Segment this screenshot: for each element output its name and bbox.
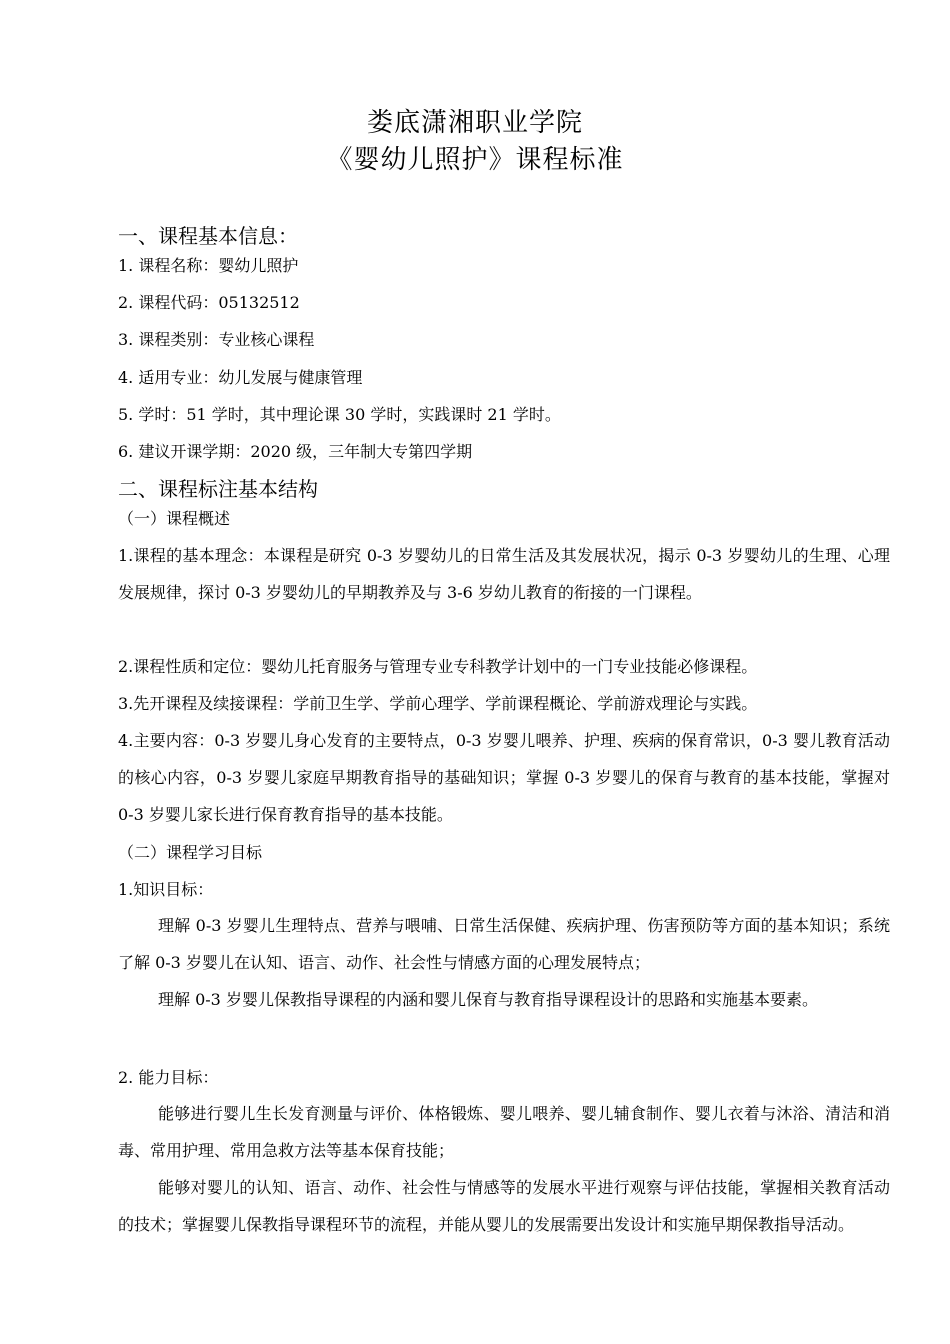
course-standard-title: 《婴幼儿照护》课程标准 [326, 145, 624, 175]
subsection-overview-heading: （一）课程概述 [118, 509, 231, 528]
info-credit-hours: 5. 学时：51 学时，其中理论课 30 学时，实践课时 21 学时。 [118, 405, 561, 424]
ability-goal-paragraph: 能够对婴儿的认知、语言、动作、社会性与情感等的发展水平进行观察与评估技能，掌握相关教育活动的技术；掌握婴儿保教指导课程环节的流程，并能从婴儿的发展需要出发设计和实施早期保教指导活动。 [118, 1178, 890, 1234]
knowledge-goal-paragraph: 理解 0-3 岁婴儿保教指导课程的内涵和婴儿保育与教育指导课程设计的思路和实施基本要素。 [158, 990, 818, 1009]
knowledge-goal-paragraph: 理解 0-3 岁婴儿生理特点、营养与喂哺、日常生活保健、疾病护理、伤害预防等方面的基本知识；系统了解 0-3 岁婴儿在认知、语言、动作、社会性与情感方面的心理发展特点； [118, 916, 890, 972]
section-basic-info-heading: 一、课程基本信息： [118, 224, 298, 248]
overview-basic-concept: 1.课程的基本理念：本课程是研究 0-3 岁婴幼儿的日常生活及其发展状况，揭示 0-3 岁婴幼儿的生理、心理发展规律，探讨 0-3 岁婴幼儿的早期教养及与 3-6 岁幼儿教育的衔接的一门课程。 [118, 546, 890, 602]
info-course-code: 2. 课程代码：05132512 [118, 293, 300, 312]
info-course-category: 3. 课程类别：专业核心课程 [118, 330, 315, 349]
ability-goals-label: 2. 能力目标： [118, 1068, 219, 1087]
school-name: 娄底潇湘职业学院 [366, 108, 583, 138]
info-applicable-major: 4. 适用专业：幼儿发展与健康管理 [118, 368, 363, 387]
knowledge-goals-label: 1.知识目标： [118, 880, 214, 899]
subsection-goals-heading: （二）课程学习目标 [118, 843, 263, 862]
section-structure-heading: 二、课程标注基本结构 [118, 477, 318, 501]
overview-prerequisite-courses: 3.先开课程及续接课程：学前卫生学、学前心理学、学前课程概论、学前游戏理论与实践。 [118, 694, 758, 713]
overview-main-content: 4.主要内容：0-3 岁婴儿身心发育的主要特点，0-3 岁婴儿喂养、护理、疾病的保育常识，0-3 婴儿教育活动的核心内容，0-3 岁婴儿家庭早期教育指导的基础知识；掌握 0-3 岁婴儿的保育与教育的基本技能，掌握对 0-3 岁婴儿家长进行保育教育指导的基本技能。 [118, 731, 890, 824]
overview-nature-position: 2.课程性质和定位：婴幼儿托育服务与管理专业专科教学计划中的一门专业技能必修课程。 [118, 657, 758, 676]
info-course-name: 1. 课程名称：婴幼儿照护 [118, 256, 299, 275]
info-semester: 6. 建议开课学期：2020 级，三年制大专第四学期 [118, 442, 473, 461]
ability-goal-paragraph: 能够进行婴儿生长发育测量与评价、体格锻炼、婴儿喂养、婴儿辅食制作、婴儿衣着与沐浴、清洁和消毒、常用护理、常用急救方法等基本保育技能； [118, 1104, 890, 1160]
